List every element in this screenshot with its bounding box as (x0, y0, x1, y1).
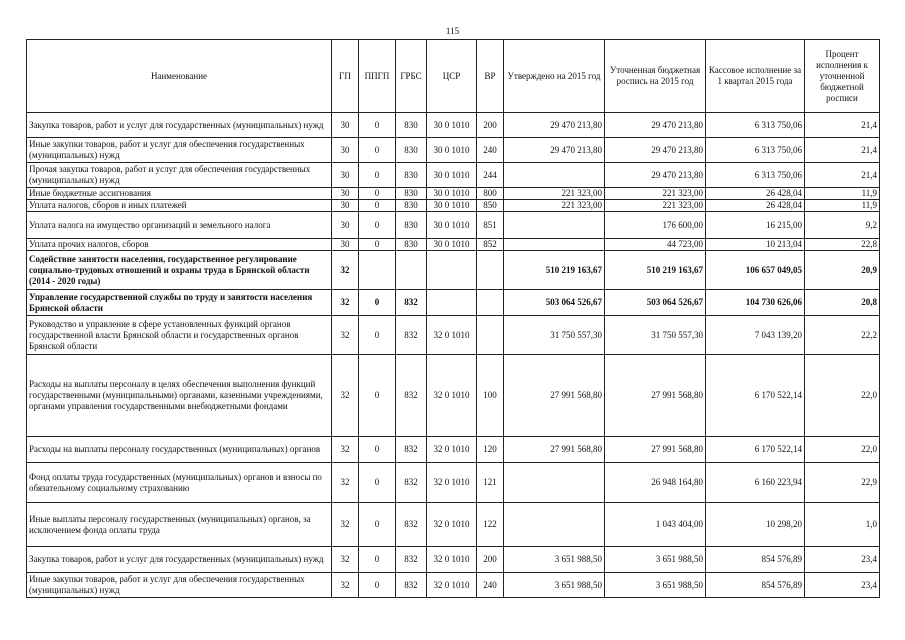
cell-refined: 1 043 404,00 (605, 503, 706, 547)
cell-approved: 27 991 568,80 (504, 437, 605, 463)
table-row (27, 212, 880, 239)
cell-vr: 122 (477, 503, 504, 547)
cell-ppgp: 0 (359, 138, 396, 163)
cell-percent: 11,9 (805, 200, 880, 212)
cell-cash: 854 576,89 (706, 547, 805, 573)
budget-table (26, 39, 880, 598)
cell-approved: 503 064 526,67 (504, 290, 605, 316)
cell-name: Расходы на выплаты персоналу в целях обеспечения выполнения функций государственными (муниципальными) органами, казенными учреждениями, органами управления государственными внебюджетными фондами (27, 355, 332, 437)
cell-ppgp: 0 (359, 163, 396, 188)
col-header-refined: Уточненная бюджетная роспись на 2015 год (605, 40, 706, 113)
col-header-name: Наименование (27, 40, 332, 113)
cell-gp: 30 (332, 212, 359, 239)
cell-percent: 22,8 (805, 239, 880, 251)
cell-approved (504, 163, 605, 188)
col-header-vr: ВР (477, 40, 504, 113)
cell-percent: 21,4 (805, 163, 880, 188)
cell-approved: 31 750 557,30 (504, 316, 605, 355)
cell-percent: 23,4 (805, 573, 880, 598)
cell-approved: 3 651 988,50 (504, 573, 605, 598)
col-header-percent: Процент исполнения к уточненной бюджетной росписи (805, 40, 880, 113)
cell-vr: 244 (477, 163, 504, 188)
cell-grbs: 832 (396, 573, 427, 598)
cell-vr: 852 (477, 239, 504, 251)
cell-vr: 240 (477, 138, 504, 163)
cell-grbs: 830 (396, 163, 427, 188)
cell-approved (504, 463, 605, 503)
cell-gp: 32 (332, 251, 359, 290)
cell-refined: 29 470 213,80 (605, 138, 706, 163)
cell-percent: 22,9 (805, 463, 880, 503)
cell-percent: 22,2 (805, 316, 880, 355)
cell-grbs: 832 (396, 547, 427, 573)
cell-gp: 32 (332, 463, 359, 503)
cell-csr: 32 0 1010 (427, 573, 477, 598)
table-row (27, 503, 880, 547)
cell-name: Содействие занятости населения, государственное регулирование социально-трудовых отношений и охраны труда в Брянской области (2014 - 2020 годы) (27, 251, 332, 290)
cell-ppgp: 0 (359, 239, 396, 251)
table-row (27, 239, 880, 251)
cell-gp: 30 (332, 188, 359, 200)
cell-csr (427, 251, 477, 290)
cell-cash: 6 313 750,06 (706, 163, 805, 188)
cell-cash: 854 576,89 (706, 573, 805, 598)
cell-grbs: 832 (396, 437, 427, 463)
table-header-row (27, 40, 880, 113)
cell-csr: 32 0 1010 (427, 316, 477, 355)
cell-gp: 32 (332, 547, 359, 573)
cell-name: Прочая закупка товаров, работ и услуг для обеспечения государственных (муниципальных) нужд (27, 163, 332, 188)
cell-name: Расходы на выплаты персоналу государственных (муниципальных) органов (27, 437, 332, 463)
col-header-grbs: ГРБС (396, 40, 427, 113)
table-row (27, 316, 880, 355)
cell-percent: 21,4 (805, 113, 880, 138)
cell-ppgp: 0 (359, 437, 396, 463)
cell-refined: 221 323,00 (605, 200, 706, 212)
cell-grbs: 830 (396, 113, 427, 138)
cell-approved: 3 651 988,50 (504, 547, 605, 573)
table-row (27, 573, 880, 598)
cell-name: Уплата налога на имущество организаций и земельного налога (27, 212, 332, 239)
cell-ppgp: 0 (359, 188, 396, 200)
cell-gp: 32 (332, 503, 359, 547)
cell-csr: 30 0 1010 (427, 212, 477, 239)
cell-cash: 106 657 049,05 (706, 251, 805, 290)
cell-refined: 503 064 526,67 (605, 290, 706, 316)
cell-name: Иные закупки товаров, работ и услуг для обеспечения государственных (муниципальных) нужд (27, 138, 332, 163)
cell-cash: 7 043 139,20 (706, 316, 805, 355)
cell-ppgp: 0 (359, 200, 396, 212)
cell-refined: 27 991 568,80 (605, 355, 706, 437)
cell-csr: 32 0 1010 (427, 547, 477, 573)
cell-approved (504, 212, 605, 239)
table-row (27, 138, 880, 163)
cell-refined: 26 948 164,80 (605, 463, 706, 503)
cell-gp: 30 (332, 163, 359, 188)
cell-csr: 30 0 1010 (427, 113, 477, 138)
cell-ppgp: 0 (359, 113, 396, 138)
cell-grbs: 832 (396, 503, 427, 547)
cell-approved (504, 503, 605, 547)
cell-grbs: 832 (396, 355, 427, 437)
cell-refined: 3 651 988,50 (605, 547, 706, 573)
cell-refined: 221 323,00 (605, 188, 706, 200)
cell-vr: 200 (477, 547, 504, 573)
cell-vr (477, 316, 504, 355)
cell-refined: 44 723,00 (605, 239, 706, 251)
cell-percent: 9,2 (805, 212, 880, 239)
table-row (27, 163, 880, 188)
cell-approved: 29 470 213,80 (504, 113, 605, 138)
cell-approved (504, 239, 605, 251)
cell-vr (477, 290, 504, 316)
cell-percent: 21,4 (805, 138, 880, 163)
cell-grbs: 832 (396, 316, 427, 355)
cell-grbs (396, 251, 427, 290)
cell-vr: 800 (477, 188, 504, 200)
cell-approved: 221 323,00 (504, 188, 605, 200)
cell-name: Уплата налогов, сборов и иных платежей (27, 200, 332, 212)
cell-refined: 510 219 163,67 (605, 251, 706, 290)
col-header-ppgp: ППГП (359, 40, 396, 113)
cell-grbs: 832 (396, 290, 427, 316)
cell-csr: 32 0 1010 (427, 463, 477, 503)
table-row (27, 188, 880, 200)
cell-name: Закупка товаров, работ и услуг для государственных (муниципальных) нужд (27, 113, 332, 138)
cell-percent: 20,8 (805, 290, 880, 316)
cell-ppgp: 0 (359, 463, 396, 503)
cell-percent: 23,4 (805, 547, 880, 573)
cell-percent: 22,0 (805, 437, 880, 463)
cell-percent: 22,0 (805, 355, 880, 437)
cell-refined: 29 470 213,80 (605, 163, 706, 188)
table-row (27, 200, 880, 212)
cell-ppgp: 0 (359, 355, 396, 437)
cell-gp: 32 (332, 316, 359, 355)
cell-csr: 32 0 1010 (427, 503, 477, 547)
cell-grbs: 830 (396, 188, 427, 200)
cell-vr: 200 (477, 113, 504, 138)
table-row (27, 463, 880, 503)
table-row (27, 355, 880, 437)
cell-gp: 32 (332, 437, 359, 463)
cell-grbs: 832 (396, 463, 427, 503)
cell-approved: 29 470 213,80 (504, 138, 605, 163)
cell-csr: 30 0 1010 (427, 188, 477, 200)
table-row (27, 547, 880, 573)
cell-vr (477, 251, 504, 290)
cell-vr: 120 (477, 437, 504, 463)
cell-name: Фонд оплаты труда государственных (муниципальных) органов и взносы по обязательному социальному страхованию (27, 463, 332, 503)
col-header-gp: ГП (332, 40, 359, 113)
cell-name: Иные закупки товаров, работ и услуг для обеспечения государственных (муниципальных) нужд (27, 573, 332, 598)
table-row (27, 290, 880, 316)
cell-gp: 32 (332, 573, 359, 598)
cell-cash: 6 170 522,14 (706, 437, 805, 463)
cell-refined: 31 750 557,30 (605, 316, 706, 355)
cell-name: Руководство и управление в сфере установленных функций органов государственной власти Брянской области и государственных органов Брянской области (27, 316, 332, 355)
cell-ppgp (359, 251, 396, 290)
table-row (27, 437, 880, 463)
cell-cash: 6 313 750,06 (706, 113, 805, 138)
cell-ppgp: 0 (359, 316, 396, 355)
cell-cash: 104 730 626,06 (706, 290, 805, 316)
cell-vr: 100 (477, 355, 504, 437)
cell-csr: 32 0 1010 (427, 437, 477, 463)
cell-approved: 510 219 163,67 (504, 251, 605, 290)
cell-approved: 221 323,00 (504, 200, 605, 212)
cell-cash: 26 428,04 (706, 200, 805, 212)
cell-name: Уплата прочих налогов, сборов (27, 239, 332, 251)
cell-gp: 30 (332, 113, 359, 138)
cell-vr: 121 (477, 463, 504, 503)
cell-csr: 30 0 1010 (427, 138, 477, 163)
page-number: 115 (445, 26, 460, 36)
cell-grbs: 830 (396, 212, 427, 239)
table-row (27, 251, 880, 290)
cell-ppgp: 0 (359, 547, 396, 573)
cell-vr: 851 (477, 212, 504, 239)
cell-csr: 30 0 1010 (427, 163, 477, 188)
cell-name: Управление государственной службы по труду и занятости населения Брянской области (27, 290, 332, 316)
cell-approved: 27 991 568,80 (504, 355, 605, 437)
cell-cash: 26 428,04 (706, 188, 805, 200)
cell-cash: 10 298,20 (706, 503, 805, 547)
cell-gp: 30 (332, 239, 359, 251)
cell-refined: 3 651 988,50 (605, 573, 706, 598)
cell-ppgp: 0 (359, 573, 396, 598)
cell-refined: 29 470 213,80 (605, 113, 706, 138)
cell-csr: 32 0 1010 (427, 355, 477, 437)
col-header-cash: Кассовое исполнение за 1 квартал 2015 года (706, 40, 805, 113)
cell-percent: 11,9 (805, 188, 880, 200)
cell-grbs: 830 (396, 138, 427, 163)
cell-ppgp: 0 (359, 290, 396, 316)
cell-grbs: 830 (396, 239, 427, 251)
cell-ppgp: 0 (359, 503, 396, 547)
cell-cash: 10 213,04 (706, 239, 805, 251)
col-header-csr: ЦСР (427, 40, 477, 113)
cell-percent: 20,9 (805, 251, 880, 290)
table-row (27, 113, 880, 138)
cell-cash: 6 313 750,06 (706, 138, 805, 163)
cell-gp: 30 (332, 200, 359, 212)
cell-refined: 27 991 568,80 (605, 437, 706, 463)
cell-gp: 30 (332, 138, 359, 163)
cell-csr: 30 0 1010 (427, 200, 477, 212)
cell-cash: 6 170 522,14 (706, 355, 805, 437)
cell-refined: 176 600,00 (605, 212, 706, 239)
cell-gp: 32 (332, 355, 359, 437)
cell-gp: 32 (332, 290, 359, 316)
cell-percent: 1,0 (805, 503, 880, 547)
cell-vr: 240 (477, 573, 504, 598)
cell-name: Иные выплаты персоналу государственных (муниципальных) органов, за исключением фонда оплаты труда (27, 503, 332, 547)
cell-vr: 850 (477, 200, 504, 212)
cell-csr: 30 0 1010 (427, 239, 477, 251)
cell-name: Иные бюджетные ассигнования (27, 188, 332, 200)
cell-cash: 6 160 223,94 (706, 463, 805, 503)
cell-csr (427, 290, 477, 316)
cell-ppgp: 0 (359, 212, 396, 239)
col-header-approved: Утверждено на 2015 год (504, 40, 605, 113)
cell-grbs: 830 (396, 200, 427, 212)
cell-name: Закупка товаров, работ и услуг для государственных (муниципальных) нужд (27, 547, 332, 573)
cell-cash: 16 215,00 (706, 212, 805, 239)
